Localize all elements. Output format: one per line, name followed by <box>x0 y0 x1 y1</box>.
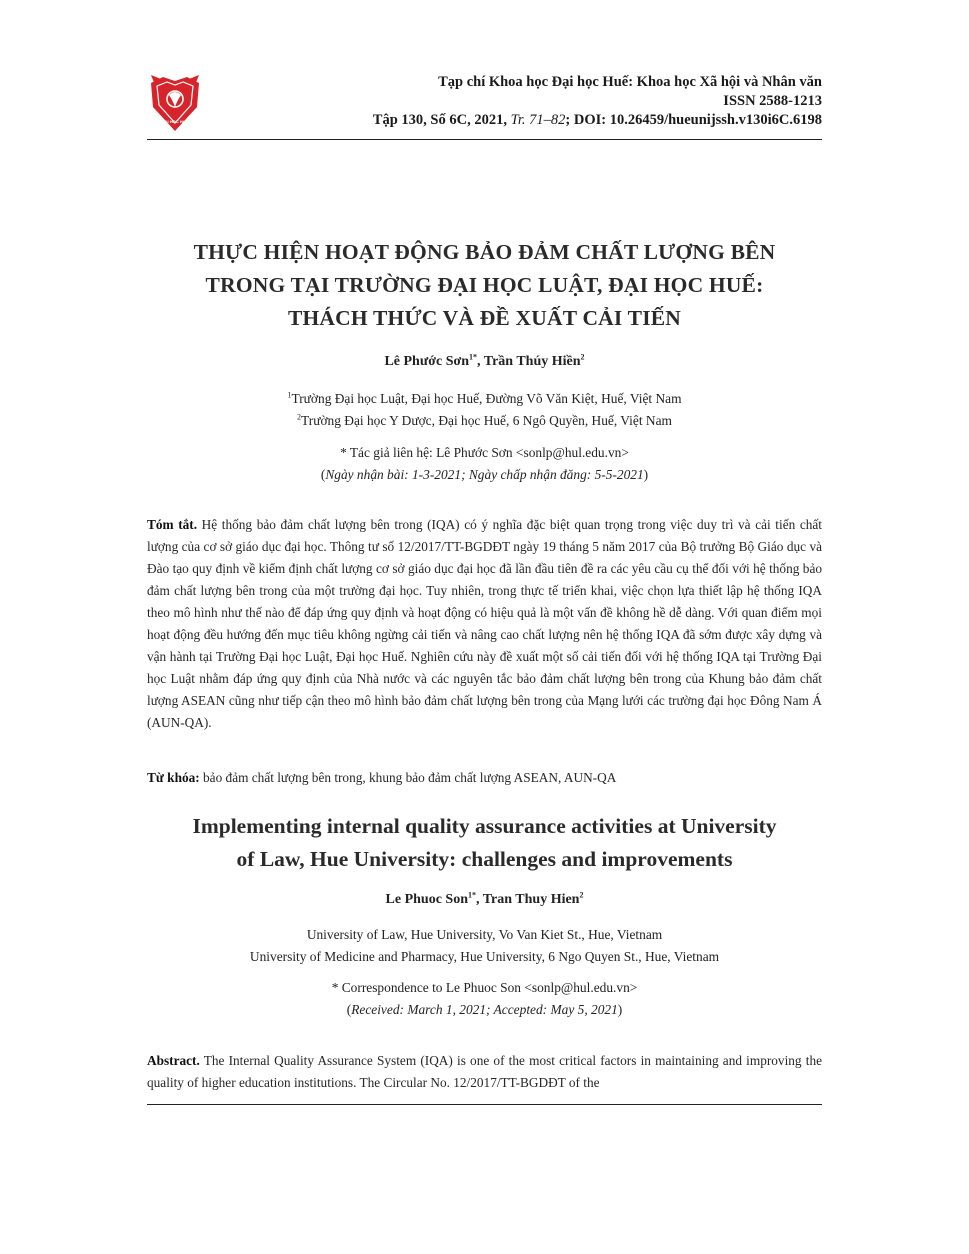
correspondence-line: * Tác giả liên hệ: Lê Phước Sơn <sonlp@hul.edu.vn> <box>340 445 629 460</box>
affiliation: $^2$Trường Đại học Y Dược, Đại học Huế, 6 Ngô Quyền, Huế, Việt Nam <box>297 412 672 428</box>
keywords-label: Từ khóa: <box>147 770 200 785</box>
journal-issn: ISSN 2588-1213 <box>723 93 822 109</box>
title-en-line: of Law, Hue University: challenges and improvements <box>236 847 733 871</box>
author-marker: 1* <box>467 890 476 900</box>
authors-english <box>147 892 822 908</box>
author-separator: , <box>477 354 484 369</box>
affiliations-vietnamese <box>147 388 822 432</box>
journal-header <box>373 73 822 130</box>
correspondence-line: * Correspondence to Le Phuoc Son <sonlp@hul.edu.vn> <box>331 980 638 995</box>
university-logo <box>147 71 203 133</box>
title-vi-line: THỰC HIỆN HOẠT ĐỘNG BẢO ĐẢM CHẤT LƯỢNG BÊN <box>193 240 776 264</box>
affiliation-marker: 2 <box>297 412 302 422</box>
journal-pages: Tr. 71–82 <box>510 112 566 128</box>
journal-volume: Tập 130, Số 6C, 2021, <box>372 112 507 128</box>
abstract-label: Abstract. <box>147 1053 200 1068</box>
author-separator: , <box>475 892 483 907</box>
affiliations-english <box>147 924 822 968</box>
abstract-text: The Internal Quality Assurance System (IQA) is one of the most critical factors in maintaining and improving the quality of higher education institutions. The Circular No. 12/2017/TT-BGDĐT of the <box>147 1053 822 1090</box>
title-en-line: Implementing internal quality assurance activities at University <box>192 814 777 838</box>
dates-line: (Received: March 1, 2021; Accepted: May 5, 2021) <box>346 1002 623 1017</box>
journal-doi: ; DOI: 10.26459/hueunijssh.v130i6C.6198 <box>565 112 822 128</box>
logo-text: ĐẠI HỌC HUẾ <box>161 119 189 124</box>
affiliation: University of Medicine and Pharmacy, Hue University, 6 Ngo Quyen St., Hue, Vietnam <box>249 949 720 964</box>
authors-vietnamese <box>147 354 822 370</box>
abstract-english <box>147 1050 822 1094</box>
author-marker: 2 <box>580 352 585 362</box>
abstract-label: Tóm tắt. <box>147 517 198 532</box>
journal-volume-line <box>373 111 822 130</box>
author-name: Le Phuoc Son <box>385 892 468 907</box>
author-marker: 2 <box>579 890 584 900</box>
author-marker: 1* <box>469 352 478 362</box>
correspondence-english <box>147 977 822 1021</box>
affiliation: $^1$Trường Đại học Luật, Đại học Huế, Đường Võ Văn Kiệt, Huế, Việt Nam <box>287 390 682 406</box>
affiliation-marker: 1 <box>287 390 292 400</box>
title-vietnamese <box>147 236 822 335</box>
keywords-text: bảo đảm chất lượng bên trong, khung bảo đảm chất lượng ASEAN, AUN-QA <box>199 770 617 785</box>
title-vi-line: TRONG TẠI TRƯỜNG ĐẠI HỌC LUẬT, ĐẠI HỌC HUẾ: <box>205 273 764 297</box>
paper-page <box>147 0 822 1254</box>
dates-line: (Ngày nhận bài: 1-3-2021; Ngày chấp nhận đăng: 5-5-2021) <box>320 467 649 482</box>
dates-text: Received: March 1, 2021; Accepted: May 5, 2021 <box>351 1002 618 1017</box>
author-name: Trần Thúy Hiền <box>483 354 581 369</box>
author-name: Tran Thuy Hien <box>482 892 580 907</box>
keywords-vietnamese <box>147 767 822 789</box>
header-divider <box>147 139 822 140</box>
footer-divider <box>147 1104 822 1105</box>
abstract-text: Hệ thống bảo đảm chất lượng bên trong (IQA) có ý nghĩa đặc biệt quan trọng trong việc duy trì và cải tiến chất lượng của cơ sở giáo dục đại học. Thông tư số 12/2017/TT-BGDĐT ngày 19 tháng 5 năm 2017 của Bộ trưởng Bộ Giáo dục và Đào tạo quy định về kiểm định chất lượng cơ sở giáo dục đại học đã lần đầu tiên đề ra các yêu cầu cụ thể đối với hệ thống bảo đảm chất lượng bên trong của một trường đại học. Tuy nhiên, trong thực tế triển khai, việc chọn lựa thiết lập hệ thống IQA theo mô hình như thế nào để đáp ứng quy định và hoạt động có hiệu quả là một vấn đề không hề dễ dàng. Với quan điểm mọi hoạt động đều hướng đến mục tiêu không ngừng cải tiến và nâng cao chất lượng nên hệ thống IQA đã sớm được xây dựng và vận hành tại Trường Đại học Luật, Đại học Huế. Nghiên cứu này đề xuất một số cải tiến đối với hệ thống IQA tại Trường Đại học Luật nhằm đáp ứng quy định của Nhà nước và các nguyên tắc bảo đảm chất lượng bên trong của Khung bảo đảm chất lượng ASEAN cũng như tiếp cận theo mô hình bảo đảm chất lượng bên trong của Mạng lưới các trường đại học Đông Nam Á (AUN-QA). <box>147 517 823 730</box>
abstract-vietnamese <box>147 514 822 734</box>
dates-text: Ngày nhận bài: 1-3-2021; Ngày chấp nhận đăng: 5-5-2021 <box>325 467 644 482</box>
affiliation: University of Law, Hue University, Vo Van Kiet St., Hue, Vietnam <box>306 927 663 942</box>
title-vi-line: THÁCH THỨC VÀ ĐỀ XUẤT CẢI TIẾN <box>287 306 682 330</box>
author-name: Lê Phước Sơn <box>384 354 470 369</box>
title-english <box>147 810 822 876</box>
correspondence-vietnamese <box>147 442 822 486</box>
journal-name: Tạp chí Khoa học Đại học Huế: Khoa học Xã hội và Nhân văn <box>438 74 822 90</box>
